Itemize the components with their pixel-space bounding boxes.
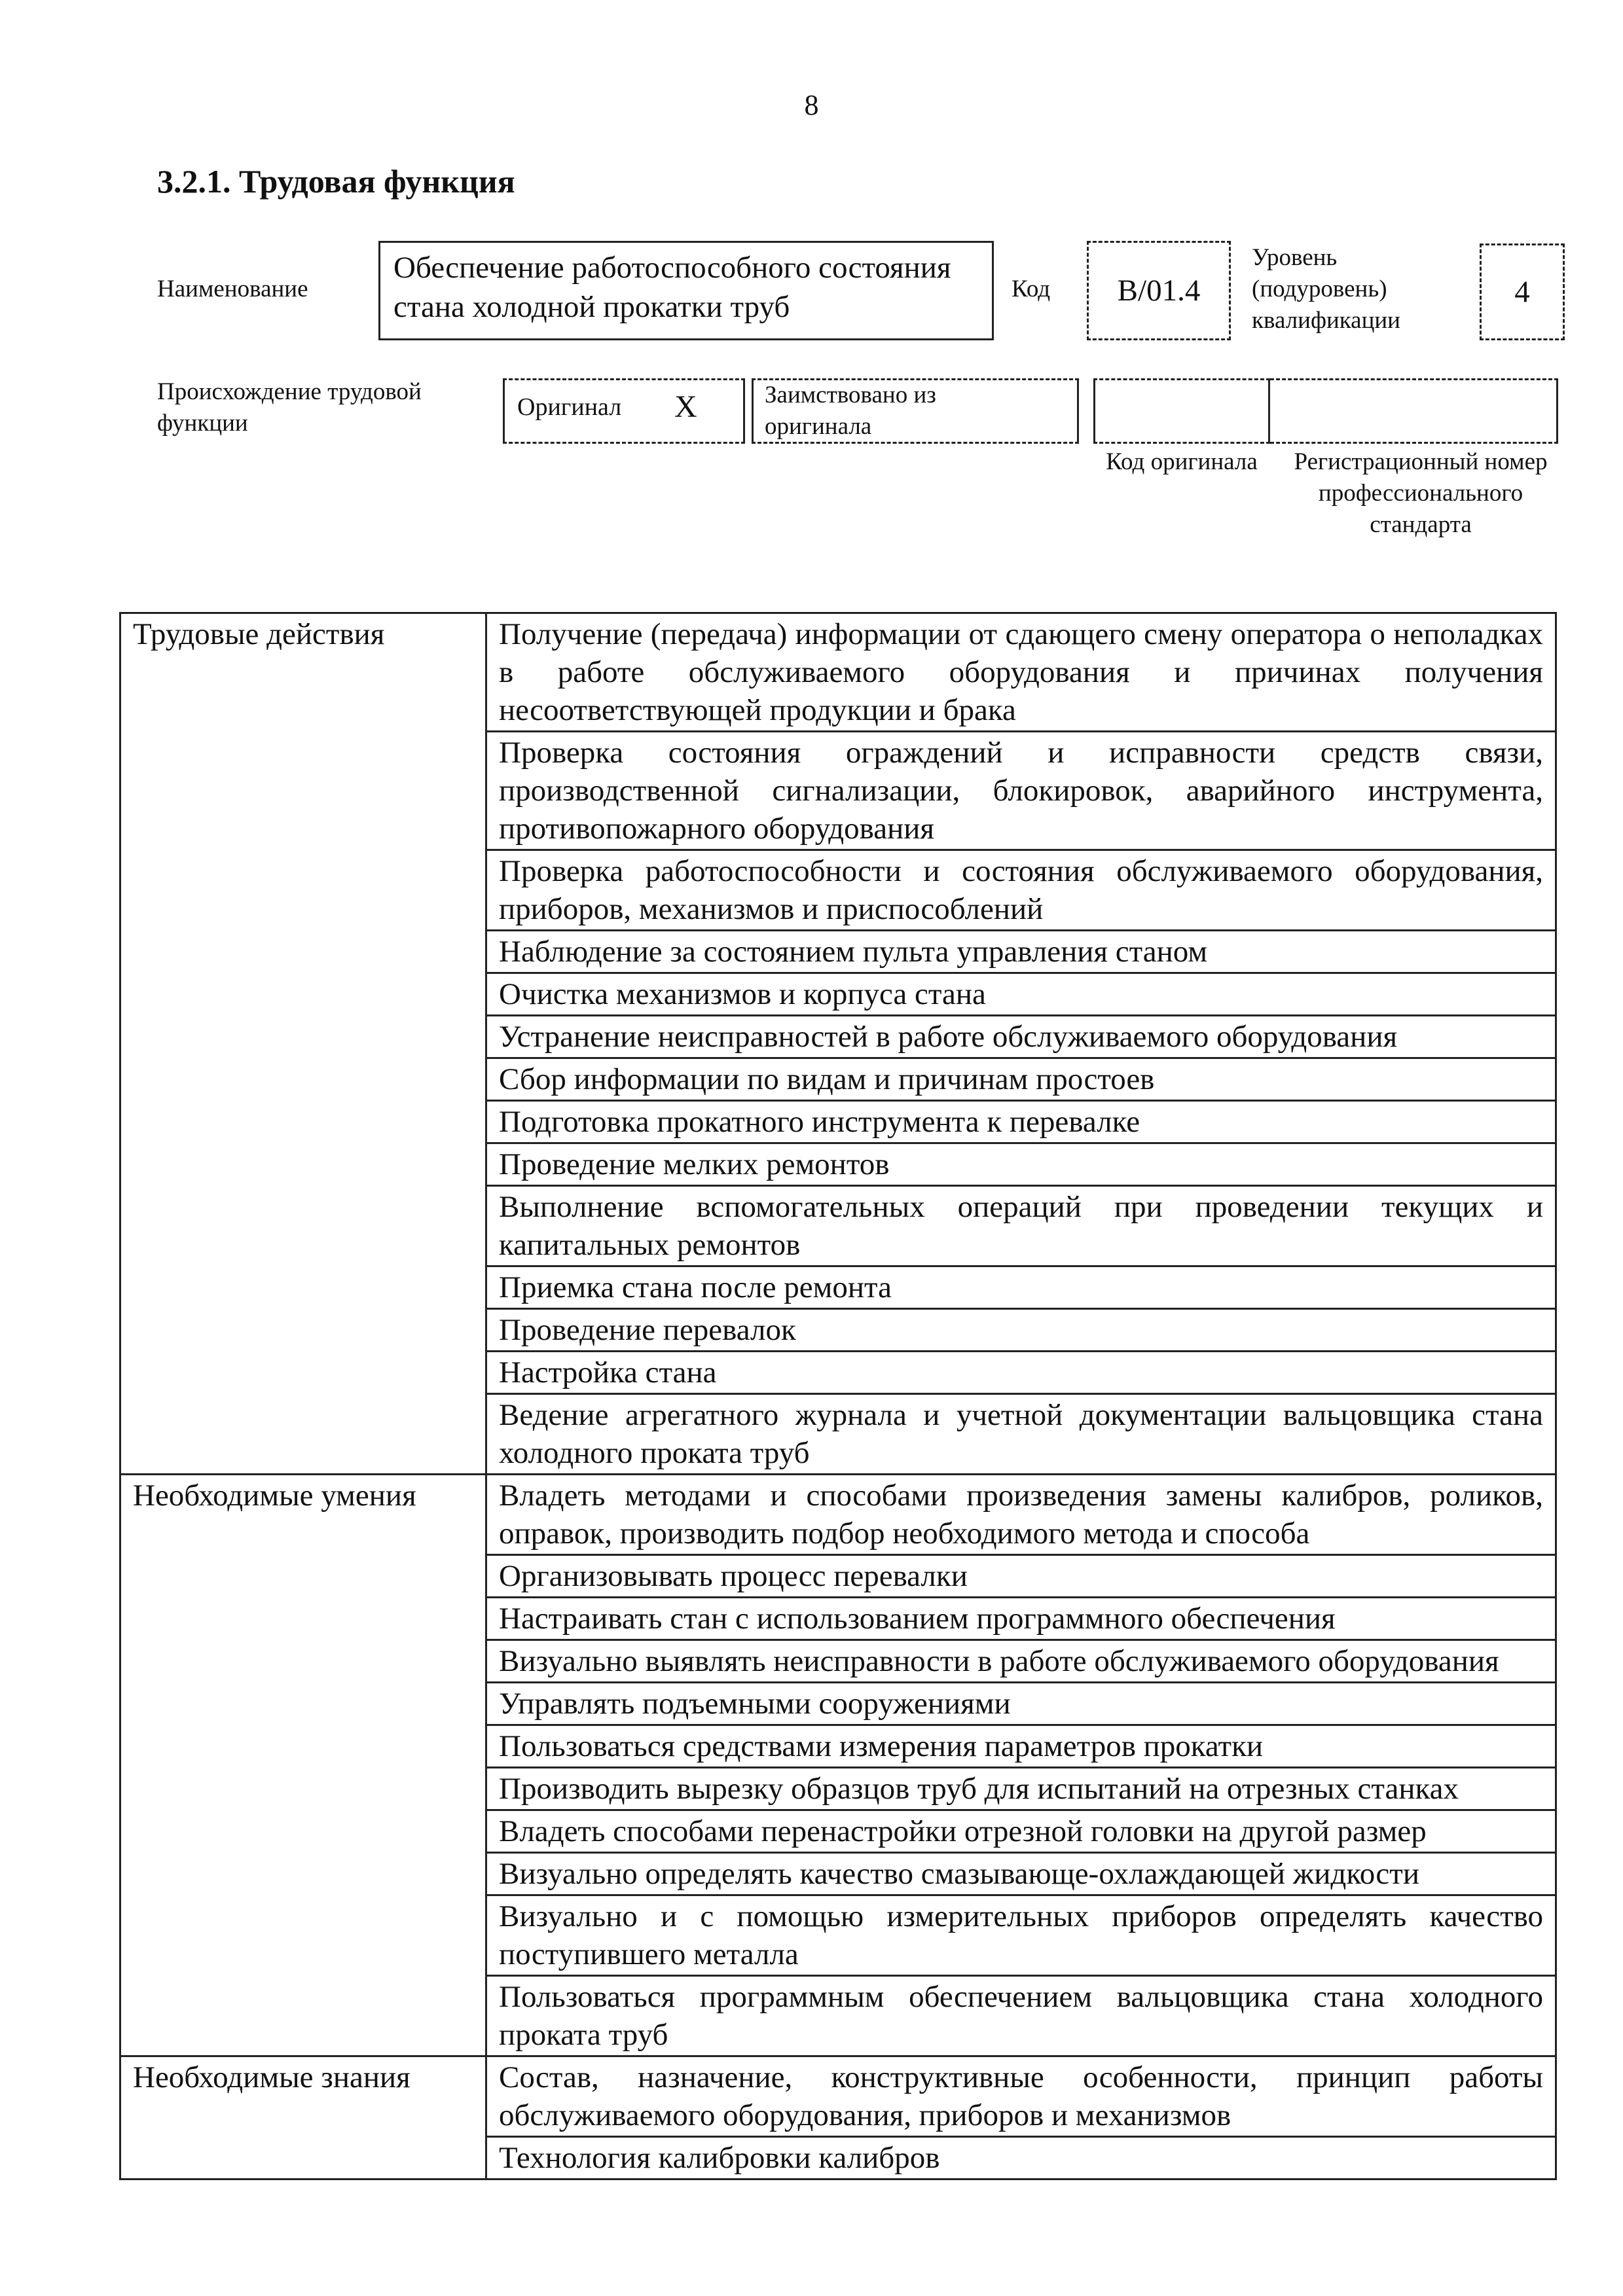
item-cell: Подготовка прокатного инструмента к перевалке [486, 1101, 1556, 1143]
item-cell: Получение (передача) информации от сдающего смену оператора о неполадках в работе обслуживаемого оборудования и причинах получения несоответствующей продукции и брака [486, 613, 1556, 732]
registration-number-cell [1270, 378, 1558, 444]
code-field: B/01.4 [1087, 241, 1231, 340]
original-label: Оригинал [517, 393, 622, 421]
item-cell: Организовывать процесс перевалки [486, 1555, 1556, 1598]
origin-label: Происхождение трудовой функции [157, 378, 422, 437]
labor-function-table [119, 612, 1557, 2180]
item-cell: Визуально выявлять неисправности в работе обслуживаемого оборудования [486, 1640, 1556, 1683]
item-cell: Ведение агрегатного журнала и учетной документации вальцовщика стана холодного проката труб [486, 1394, 1556, 1475]
registration-number-caption: Регистрационный номер профессионального стандарта [1294, 448, 1548, 538]
item-cell: Наблюдение за состоянием пульта управления станом [486, 931, 1556, 973]
item-cell: Производить вырезку образцов труб для испытаний на отрезных станках [486, 1768, 1556, 1810]
table-row [120, 1475, 1556, 1555]
item-cell: Управлять подъемными сооружениями [486, 1683, 1556, 1725]
function-name-field: Обеспечение работоспособного состояния стана холодной прокатки труб [378, 241, 994, 340]
item-cell: Владеть методами и способами произведения замены калибров, роликов, оправок, производить подбор необходимого метода и способа [486, 1475, 1556, 1555]
item-cell: Очистка механизмов и корпуса стана [486, 973, 1556, 1016]
item-cell: Проведение мелких ремонтов [486, 1143, 1556, 1186]
code-label: Код [1012, 276, 1051, 302]
item-cell: Владеть способами перенастройки отрезной головки на другой размер [486, 1810, 1556, 1853]
item-cell: Визуально определять качество смазывающе-охлаждающей жидкости [486, 1853, 1556, 1895]
item-cell: Состав, назначение, конструктивные особенности, принцип работы обслуживаемого оборудования, приборов и механизмов [486, 2056, 1556, 2137]
item-cell: Проведение перевалок [486, 1309, 1556, 1352]
item-cell: Приемка стана после ремонта [486, 1266, 1556, 1309]
item-cell: Визуально и с помощью измерительных приборов определять качество поступившего металла [486, 1895, 1556, 1976]
item-cell: Пользоваться средствами измерения параметров прокатки [486, 1725, 1556, 1768]
original-code-caption: Код оригинала [1106, 448, 1258, 475]
item-cell: Выполнение вспомогательных операций при проведении текущих и капитальных ремонтов [486, 1186, 1556, 1266]
level-label: Уровень (подуровень) квалификации [1252, 244, 1400, 334]
level-field: 4 [1480, 243, 1565, 340]
category-cell: Трудовые действия [120, 613, 486, 1475]
original-code-cell [1093, 378, 1270, 444]
original-mark: X [674, 389, 697, 424]
item-cell: Проверка состояния ограждений и исправности средств связи, производственной сигнализации, блокировок, аварийного инструмента, противопожарного оборудования [486, 732, 1556, 850]
page-number: 8 [804, 89, 819, 121]
item-cell: Технология калибровки калибров [486, 2137, 1556, 2179]
category-cell: Необходимые умения [120, 1475, 486, 2056]
category-cell: Необходимые знания [120, 2056, 486, 2179]
section-title: 3.2.1. Трудовая функция [157, 163, 515, 200]
item-cell: Устранение неисправностей в работе обслуживаемого оборудования [486, 1016, 1556, 1058]
item-cell: Сбор информации по видам и причинам простоев [486, 1058, 1556, 1101]
item-cell: Настройка стана [486, 1352, 1556, 1394]
table-row [120, 613, 1556, 732]
item-cell: Настраивать стан с использованием программного обеспечения [486, 1598, 1556, 1640]
item-cell: Пользоваться программным обеспечением вальцовщика стана холодного проката труб [486, 1976, 1556, 2056]
item-cell: Проверка работоспособности и состояния обслуживаемого оборудования, приборов, механизмов и приспособлений [486, 850, 1556, 931]
table-row [120, 2056, 1556, 2137]
name-label: Наименование [157, 276, 308, 302]
borrowed-label: Заимствовано из оригинала [765, 382, 936, 440]
